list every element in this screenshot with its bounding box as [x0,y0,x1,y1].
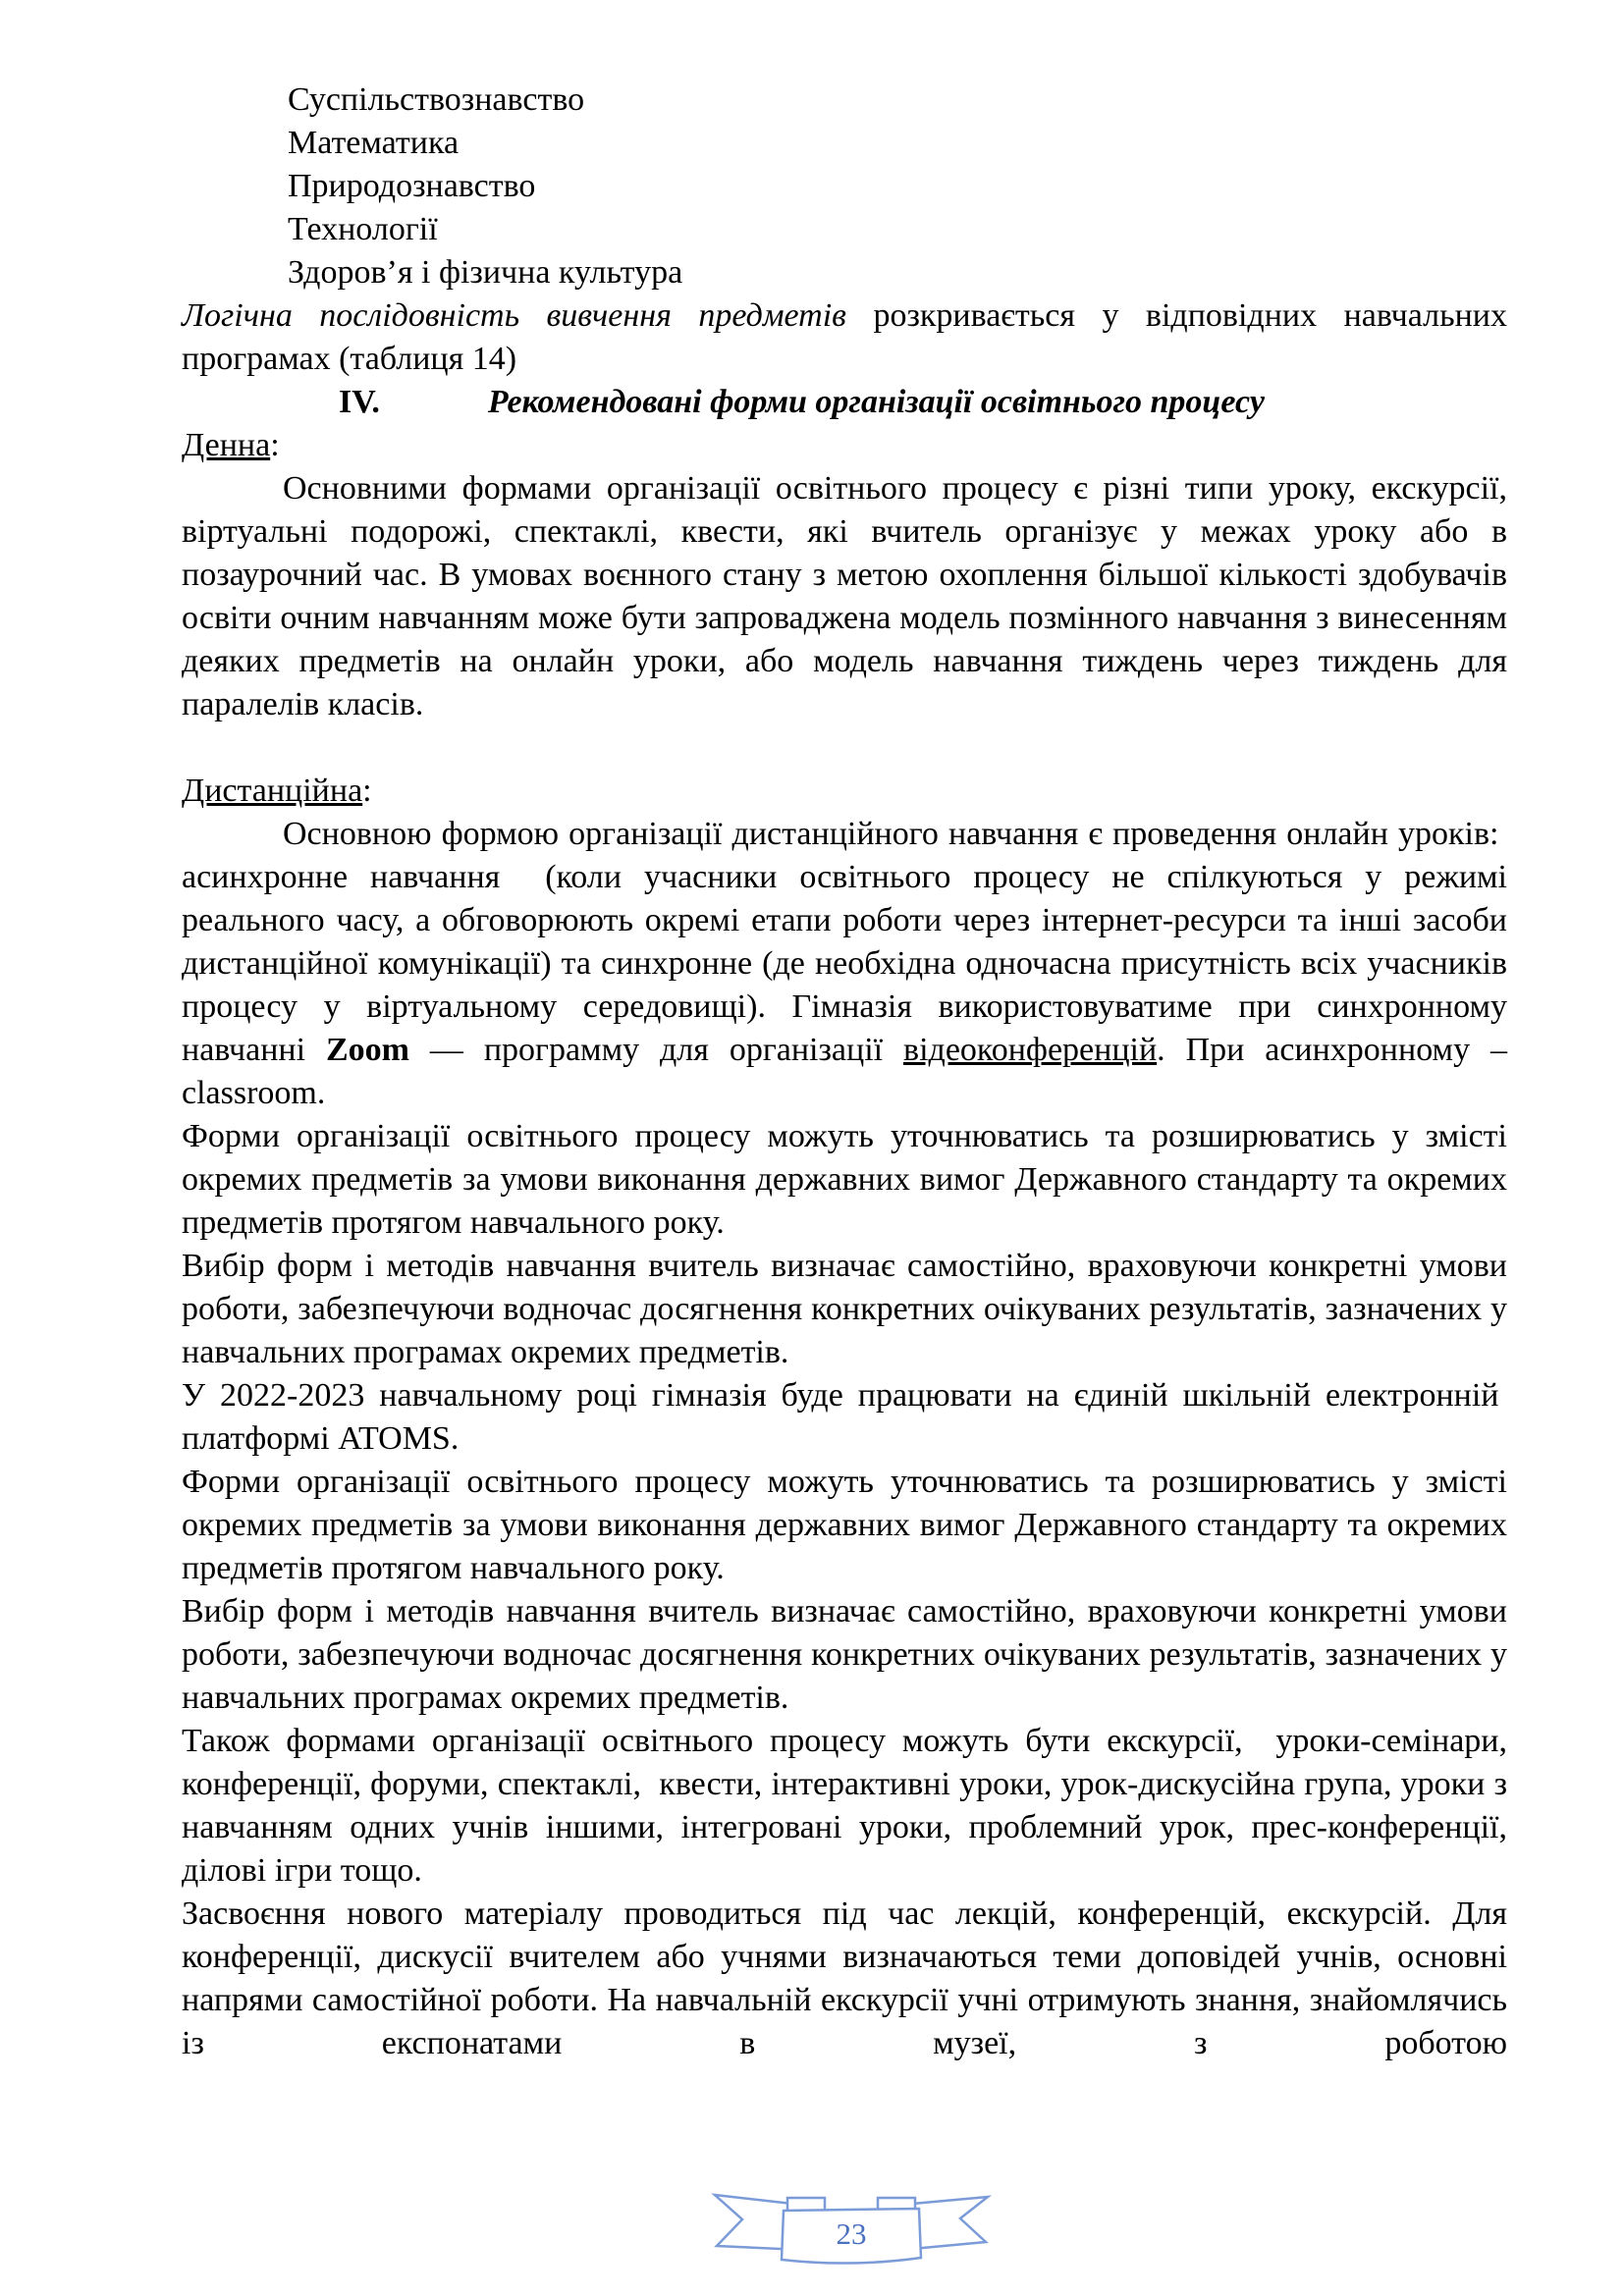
forms-paragraph-2: Форми організації освітнього процесу можуть уточнюватись та розширюватись у змісті окремих предметів за умови виконання державних вимог Державного стандарту та окремих предметів протягом навчального року. [182,1464,1507,1586]
dystantsiina-label-colon: : [362,773,372,809]
zoom-word: Zoom [326,1032,409,1068]
text-block [182,0,1507,2065]
intro-paragraph [182,294,1507,381]
subject-item: Здоров’я і фізична культура [288,254,683,291]
zasvoiennia-paragraph: Засвоєння нового матеріалу проводиться під час лекцій, конференцій, екскурсій. Для конференції, дискусії вчителем або учнями визначаються теми доповідей учнів, основні напрями самостійної роботи. На навчальній екскурсії учні отримують знання, знайомлячись із експонатами в музеї, з роботою [182,1896,1507,2061]
page-number-ribbon [699,2185,1003,2269]
dyst-text-before-zoom: Основною формою організації дистанційного навчання є проведення онлайн уроків: асинхронне навчання (коли учасники освітнього процесу не спілкуються у режимі реального часу, а обговорюють окремі етапи роботи через інтернет-ресурси та інші засоби дистанційної комунікації) та синхронне (де необхідна одночасна присутність всіх учасників процесу у віртуальному середовищі). Гімназія використовуватиме при синхронному навчанні [182,816,1507,1068]
videoconference-underlined-word: відеоконференцій [903,1032,1158,1068]
dyst-text-after-zoom: — программу для організації [409,1032,904,1068]
atoms-paragraph: У 2022-2023 навчальному році гімназія буде працювати на єдиній шкільній електронній платформі ATOMS. [182,1377,1507,1457]
denna-paragraph: Основними формами організації освітнього процесу є різні типи уроку, екскурсії, віртуальні подорожі, спектаклі, квести, які вчитель організує у межах уроку або в позаурочний час. В умовах воєнного стану з метою охоплення більшої кількості здобувачів освіти очним навчанням може бути запроваджена модель позмінного навчання з винесенням деяких предметів на онлайн уроки, або модель навчання тиждень через тиждень для паралелів класів. [182,470,1507,722]
section-heading [339,381,1507,424]
subject-item: Математика [288,125,460,161]
subject-item: Природознавство [288,168,536,204]
page-number: 23 [836,2216,867,2251]
section-numeral: IV. [339,384,380,420]
dystantsiina-label-text: Дистанційна [182,773,363,809]
intro-rest: розкривається у відповідних навчальних програмах (таблиця 14) [182,297,1507,377]
forms-paragraph-1: Форми організації освітнього процесу можуть уточнюватись та розширюватись у змісті окремих предметів за умови виконання державних вимог Державного стандарту та окремих предметів протягом навчального року. [182,1118,1507,1241]
vybir-paragraph-2: Вибір форм і методів навчання вчитель визначає самостійно, враховуючи конкретні умови роботи, забезпечуючи водночас досягнення конкретних очікуваних результатів, зазначених у навчальних програмах окремих предметів. [182,1593,1507,1716]
denna-label-colon: : [270,427,280,463]
dyst-text-tail: . При асинхронному – classroom. [182,1032,1507,1111]
section-title: Рекомендовані форми організації освітнього процесу [487,384,1265,420]
ribbon-graphic [699,2185,1003,2269]
dystantsiina-paragraph [182,813,1507,1115]
denna-label-text: Денна [182,427,271,463]
subject-list [182,79,1507,294]
vybir-paragraph-1: Вибір форм і методів навчання вчитель визначає самостійно, враховуючи конкретні умови роботи, забезпечуючи водночас досягнення конкретних очікуваних результатів, зазначених у навчальних програмах окремих предметів. [182,1248,1507,1370]
takozh-paragraph: Також формами організації освітнього процесу можуть бути екскурсії, уроки-семінари, конференції, форуми, спектаклі, квести, інтерактивні уроки, урок-дискусійна група, уроки з навчанням одних учнів іншими, інтегровані уроки, проблемний урок, прес-конференції, ділові ігри тощо. [182,1723,1507,1889]
dystantsiina-label [182,770,1507,813]
denna-label [182,424,1507,467]
intro-lead-italic: Логічна послідовність вивчення предметів [182,297,846,334]
subject-item: Технології [288,211,438,247]
subject-item: Суспільствознавство [288,81,585,118]
